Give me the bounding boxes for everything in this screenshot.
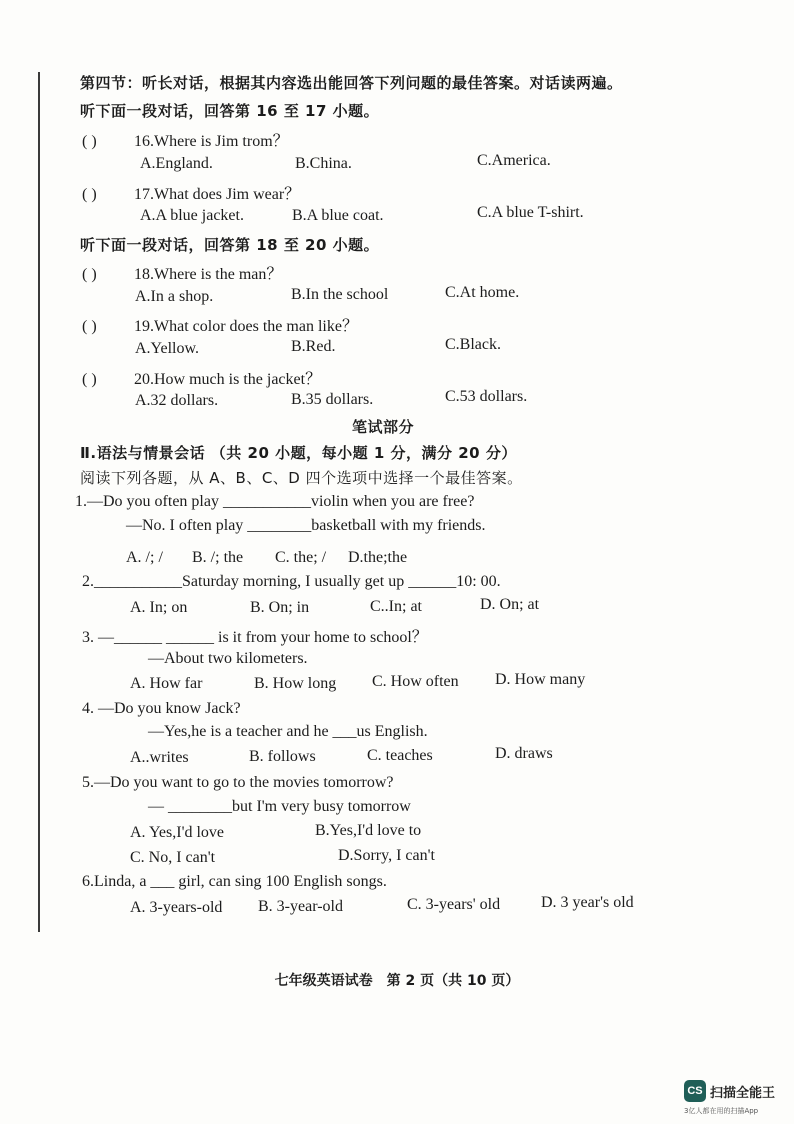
option-a: A.England.: [140, 155, 213, 172]
watermark-subtitle: 3亿人都在用的扫描App: [684, 1107, 759, 1115]
question-17: [82, 181, 300, 204]
scanner-watermark: [684, 1080, 775, 1102]
grammar-q5-line2: — ________but I'm very busy tomorrow: [148, 798, 411, 815]
option-c: C. No, I can't: [130, 849, 216, 866]
option-a: A.A blue jacket.: [140, 207, 244, 224]
question-16: [82, 128, 289, 151]
option-d: D. draws: [495, 745, 553, 762]
answer-blank[interactable]: ( ): [82, 266, 97, 283]
grammar-q2-line1: 2.___________Saturday morning, I usually get up ______10: 00.: [82, 573, 501, 590]
answer-blank[interactable]: ( ): [82, 318, 97, 335]
option-c: C. teaches: [367, 747, 433, 764]
option-c: C.At home.: [445, 284, 520, 301]
option-a: A. In; on: [130, 599, 188, 616]
option-c: C.Black.: [445, 336, 501, 353]
option-c: C.America.: [477, 152, 551, 169]
grammar-q1-line1: 1.—Do you often play ___________violin when you are free?: [75, 493, 475, 510]
part2-instruction: 阅读下列各题，从 A、B、C、D 四个选项中选择一个最佳答案。: [80, 469, 523, 487]
section4-instruction-1: 听下面一段对话，回答第 16 至 17 小题。: [80, 102, 380, 120]
answer-blank[interactable]: ( ): [82, 186, 97, 203]
section4-instruction-2: 听下面一段对话，回答第 18 至 20 小题。: [80, 236, 380, 254]
option-b: B. How long: [254, 675, 337, 692]
option-b: B. /; the: [192, 549, 244, 566]
grammar-q4-line1: 4. —Do you know Jack?: [82, 700, 241, 717]
grammar-q5-line1: 5.—Do you want to go to the movies tomorrow?: [82, 774, 394, 791]
option-c: C. 3-years' old: [407, 896, 501, 913]
option-a: A..writes: [130, 749, 189, 766]
option-b: B. On; in: [250, 599, 310, 616]
option-a: A. How far: [130, 675, 203, 692]
option-d: D. How many: [495, 671, 586, 688]
option-d: D.the;the: [348, 549, 408, 566]
option-c: C. How often: [372, 673, 459, 690]
question-20: [82, 366, 321, 389]
section4-heading: 第四节：听长对话，根据其内容选出能回答下列问题的最佳答案。对话读两遍。: [80, 74, 623, 92]
option-a: A. 3-years-old: [130, 899, 223, 916]
option-d: D. 3 year's old: [541, 894, 634, 911]
grammar-q3-line1: 3. —______ ______ is it from your home to school？: [82, 629, 428, 646]
option-a: A.In a shop.: [135, 288, 214, 305]
grammar-q4-line2: —Yes,he is a teacher and he ___us English.: [148, 723, 428, 740]
question-text: 16.Where is Jim trom？: [134, 133, 289, 150]
question-text: 20.How much is the jacket？: [134, 371, 322, 388]
question-19: [82, 313, 358, 336]
option-c: C.A blue T-shirt.: [477, 204, 584, 221]
option-c: C. the; /: [275, 549, 327, 566]
option-c: C.53 dollars.: [445, 388, 528, 405]
question-text: 18.Where is the man？: [134, 266, 283, 283]
option-b: B.35 dollars.: [291, 391, 374, 408]
page-footer: 七年级英语试卷 第 2 页（共 10 页）: [274, 973, 520, 989]
question-text: 19.What color does the man like？: [134, 318, 358, 335]
answer-blank[interactable]: ( ): [82, 133, 97, 150]
margin-line: [38, 72, 40, 932]
option-c: C..In; at: [370, 598, 422, 615]
option-d: D. On; at: [480, 596, 540, 613]
written-part-title: 笔试部分: [352, 418, 415, 436]
grammar-q1-line2: —No. I often play ________basketball with my friends.: [126, 517, 486, 534]
camscanner-logo-icon: CS: [684, 1080, 706, 1102]
option-d: D.Sorry, I can't: [338, 847, 435, 864]
option-a: A.Yellow.: [135, 340, 200, 357]
question-text: 17.What does Jim wear？: [134, 186, 301, 203]
option-b: B.China.: [295, 155, 352, 172]
watermark-name: 扫描全能王: [710, 1085, 776, 1101]
option-b: B.Yes,I'd love to: [315, 822, 422, 839]
option-a: A. /; /: [126, 549, 163, 566]
option-b: B. 3-year-old: [258, 898, 343, 915]
option-b: B.A blue coat.: [292, 207, 384, 224]
grammar-q6-line1: 6.Linda, a ___ girl, can sing 100 English songs.: [82, 873, 387, 890]
option-b: B. follows: [249, 748, 316, 765]
answer-blank[interactable]: ( ): [82, 371, 97, 388]
question-18: [82, 261, 282, 284]
part2-heading: Ⅱ.语法与情景会话 （共 20 小题，每小题 1 分，满分 20 分）: [80, 444, 517, 462]
option-b: B.In the school: [291, 286, 389, 303]
option-a: A.32 dollars.: [135, 392, 219, 409]
option-a: A. Yes,I'd love: [130, 824, 224, 841]
option-b: B.Red.: [291, 338, 336, 355]
grammar-q3-line2: —About two kilometers.: [148, 650, 308, 667]
